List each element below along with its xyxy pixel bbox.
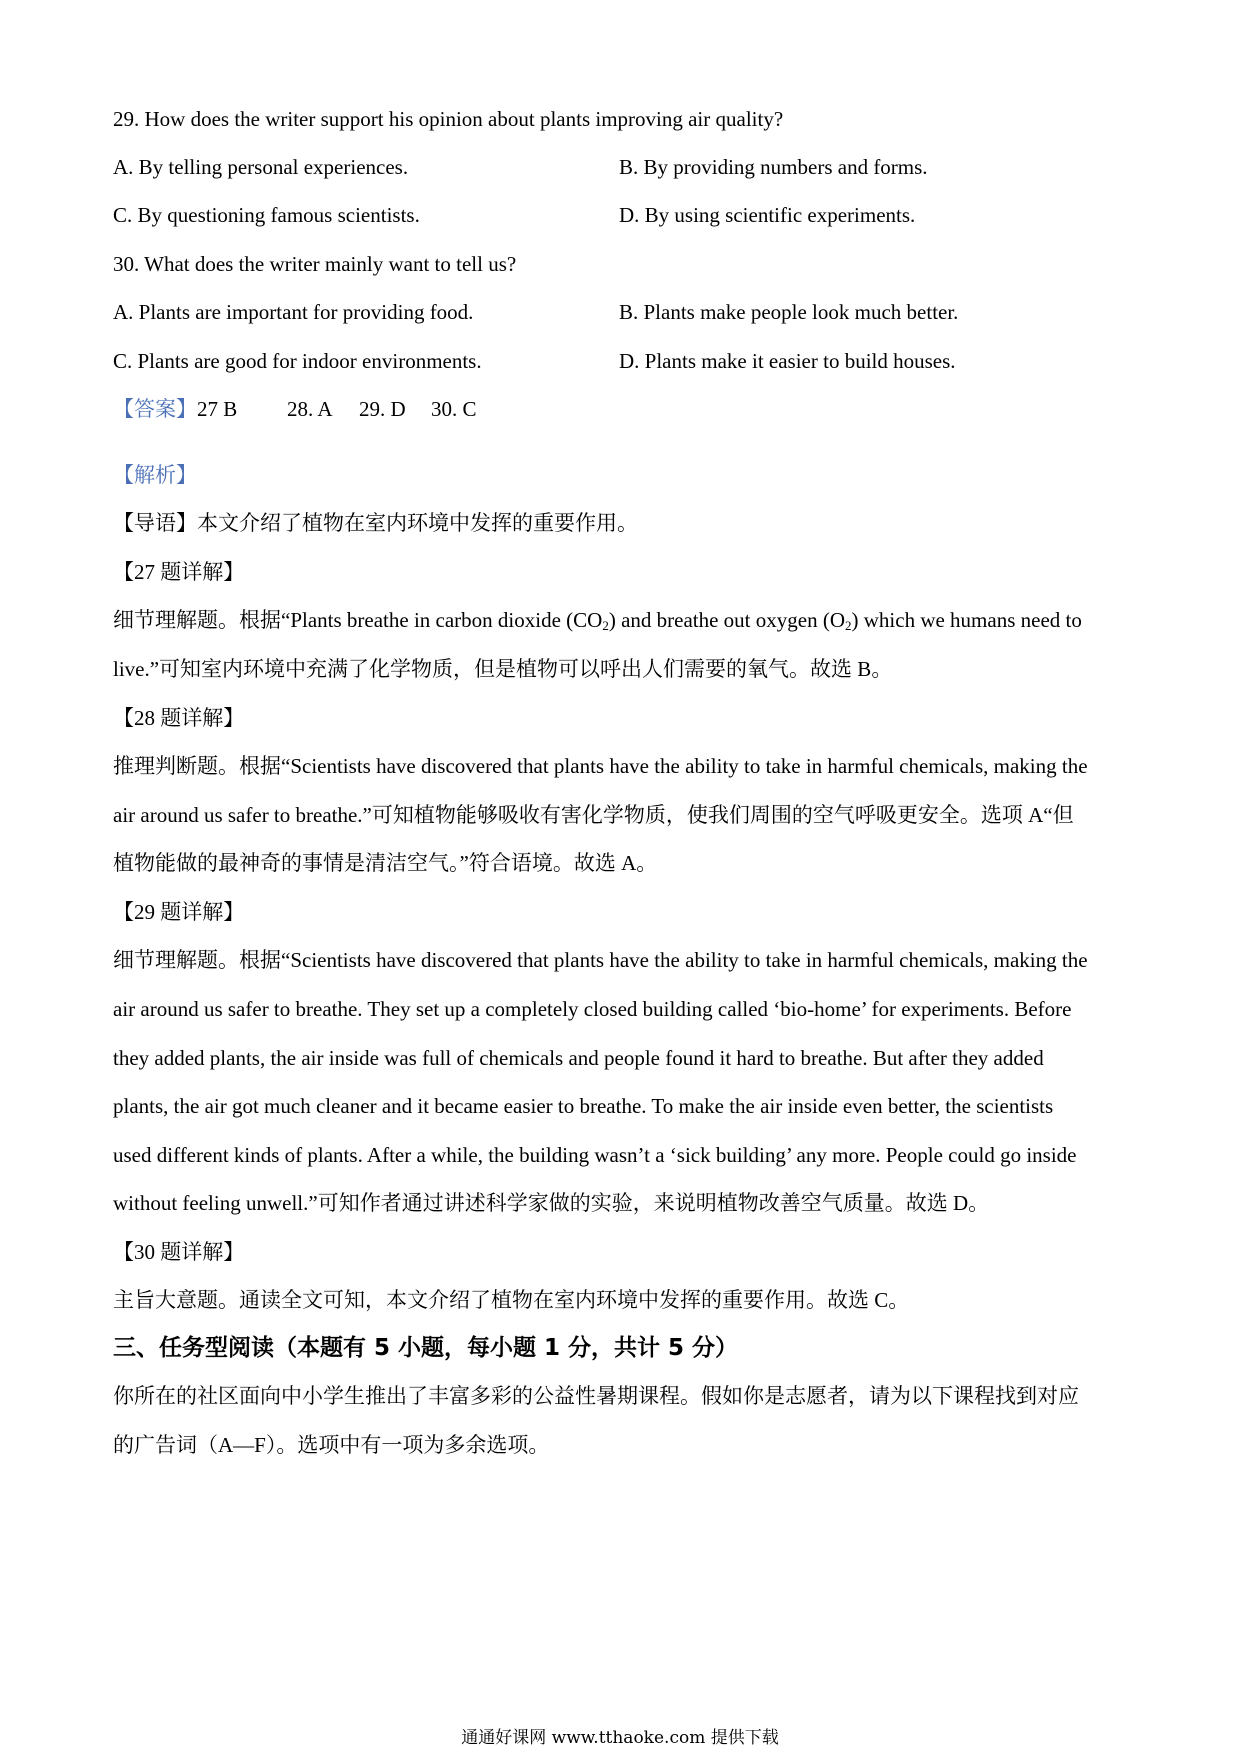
detail-27-heading: 【27 题详解】 <box>113 560 245 584</box>
page-footer: 通通好课网 www.tthaoke.com 提供下载 <box>461 1728 779 1748</box>
section-3-line-2: 的广告词（A—F）。选项中有一项为多余选项。 <box>113 1433 550 1457</box>
q30-option-d: D. Plants make it easier to build houses. <box>619 349 956 373</box>
q29-option-d: D. By using scientific experiments. <box>619 203 916 227</box>
answer-line <box>113 394 477 424</box>
detail-30-heading: 【30 题详解】 <box>113 1240 245 1264</box>
q29-option-c: C. By questioning famous scientists. <box>113 203 420 227</box>
section-3-line-1: 你所在的社区面向中小学生推出了丰富多彩的公益性暑期课程。假如你是志愿者，请为以下课程找到对应 <box>113 1384 1079 1408</box>
q30-stem: 30. What does the writer mainly want to tell us? <box>113 252 517 276</box>
detail-27-line-2: live.”可知室内环境中充满了化学物质，但是植物可以呼出人们需要的氧气。故选 B。 <box>113 657 893 681</box>
answer-item: 30. C <box>431 397 477 421</box>
detail-30-line-1: 主旨大意题。通读全文可知，本文介绍了植物在室内环境中发挥的重要作用。故选 C。 <box>113 1288 910 1312</box>
detail-29-line-2: air around us safer to breathe. They set up a completely closed building called ‘bio-home’ for experiments. Before <box>113 997 1072 1021</box>
q30-option-c: C. Plants are good for indoor environments. <box>113 349 482 373</box>
detail-28-line-2: air around us safer to breathe.”可知植物能够吸收有害化学物质，使我们周围的空气呼吸更安全。选项 A“但 <box>113 803 1074 827</box>
answer-item: 29. D <box>359 397 406 421</box>
answer-item: 28. A <box>287 397 333 421</box>
detail-29-heading: 【29 题详解】 <box>113 900 245 924</box>
detail-28-line-3: 植物能做的最神奇的事情是清洁空气。”符合语境。故选 A。 <box>113 851 658 875</box>
detail-29-line-4: plants, the air got much cleaner and it became easier to breathe. To make the air inside even better, the scientists <box>113 1094 1054 1118</box>
detail-27-line-1: 细节理解题。根据“Plants breathe in carbon dioxide $(CO_2)$ and breathe out oxygen $(O_2)$ which we humans need to <box>113 608 1082 633</box>
detail-29-line-5: used different kinds of plants. After a while, the building wasn’t a ‘sick building’ any more. People could go inside <box>113 1143 1077 1167</box>
answer-item: 27 B <box>197 397 238 421</box>
q29-stem: 29. How does the writer support his opinion about plants improving air quality? <box>113 107 784 131</box>
answer-label: 【答案】 <box>113 397 197 421</box>
detail-28-line-1: 推理判断题。根据“Scientists have discovered that plants have the ability to take in harmful chemicals, making the <box>113 754 1088 778</box>
detail-28-heading: 【28 题详解】 <box>113 706 245 730</box>
q29-option-b: B. By providing numbers and forms. <box>619 155 928 179</box>
analysis-intro: 【导语】本文介绍了植物在室内环境中发挥的重要作用。 <box>113 511 638 535</box>
detail-29-line-3: they added plants, the air inside was full of chemicals and people found it hard to breathe. But after they added <box>113 1046 1044 1070</box>
q29-option-a: A. By telling personal experiences. <box>113 155 409 179</box>
q30-option-b: B. Plants make people look much better. <box>619 300 959 324</box>
section-3-title: 三、任务型阅读（本题有 5 小题，每小题 1 分，共计 5 分） <box>113 1335 739 1361</box>
analysis-label: 【解析】 <box>113 463 197 487</box>
detail-29-line-1: 细节理解题。根据“Scientists have discovered that plants have the ability to take in harmful chemicals, making the <box>113 948 1088 972</box>
q30-option-a: A. Plants are important for providing food. <box>113 300 474 324</box>
detail-29-line-6: without feeling unwell.”可知作者通过讲述科学家做的实验，来说明植物改善空气质量。故选 D。 <box>113 1191 990 1215</box>
